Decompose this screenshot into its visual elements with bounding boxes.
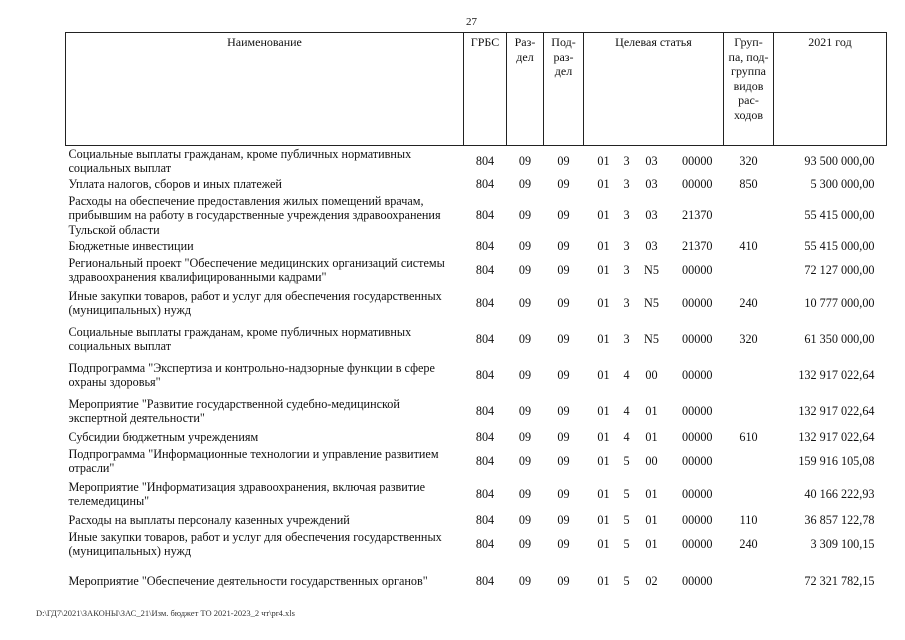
target-event: 03 <box>645 177 658 192</box>
row-grbs: 804 <box>475 574 495 589</box>
table-row <box>66 357 887 393</box>
header-podrazdel-line: дел <box>554 64 573 78</box>
target-event: 01 <box>645 513 658 528</box>
row-name: Мероприятие "Развитие государственной судебно-медицинской экспертной деятельности" <box>68 396 400 425</box>
target-direction: 00000 <box>682 453 713 468</box>
target-direction: 00000 <box>682 486 713 501</box>
row-podrazdel: 09 <box>557 331 570 346</box>
row-target-article <box>584 393 724 429</box>
row-amount: 55 415 000,00 <box>804 208 875 223</box>
row-razdel: 09 <box>518 430 532 445</box>
target-program: 01 <box>597 262 610 277</box>
row-podrazdel: 09 <box>557 513 570 528</box>
page-number: 27 <box>466 16 477 28</box>
header-grbs: ГРБС <box>464 33 507 146</box>
target-event: 01 <box>645 536 658 551</box>
row-amount: 3 309 100,15 <box>810 536 875 551</box>
row-expense-group <box>724 559 774 604</box>
row-amount: 55 415 000,00 <box>804 239 875 254</box>
row-razdel: 09 <box>518 239 532 254</box>
row-amount: 36 857 122,78 <box>804 513 875 528</box>
target-program: 01 <box>597 367 610 382</box>
table-row <box>66 193 887 238</box>
row-expense-group: 610 <box>739 430 758 445</box>
row-expense-group: 240 <box>739 295 758 310</box>
header-group-line: рас- <box>738 93 759 107</box>
row-target-article <box>584 285 724 321</box>
budget-table <box>65 32 887 604</box>
row-grbs: 804 <box>475 453 495 468</box>
row-podrazdel: 09 <box>557 430 570 445</box>
header-podrazdel-line: Под- <box>551 35 576 49</box>
target-event: 00 <box>645 367 658 382</box>
target-subprogram: 3 <box>623 262 630 277</box>
target-subprogram: 5 <box>623 486 630 501</box>
row-name: Уплата налогов, сборов и иных платежей <box>68 177 282 192</box>
header-podrazdel <box>544 33 584 146</box>
target-program: 01 <box>597 403 610 418</box>
target-program: 01 <box>597 208 610 223</box>
row-podrazdel: 09 <box>557 403 570 418</box>
row-expense-group: 320 <box>739 331 758 346</box>
row-amount: 61 350 000,00 <box>804 331 875 346</box>
row-grbs: 804 <box>475 536 495 551</box>
row-podrazdel: 09 <box>557 208 570 223</box>
target-direction: 00000 <box>682 262 713 277</box>
header-razdel-line: дел <box>516 49 534 64</box>
target-direction: 00000 <box>682 331 713 346</box>
target-program: 01 <box>597 331 610 346</box>
row-podrazdel: 09 <box>557 177 570 192</box>
target-program: 01 <box>597 536 610 551</box>
row-expense-group: 320 <box>739 153 758 168</box>
row-name: Региональный проект "Обеспечение медицинских организаций системы здравоохранения квалифицированными кадрами" <box>68 255 445 284</box>
row-expense-group <box>724 193 774 238</box>
target-event: 01 <box>645 430 658 445</box>
target-program: 01 <box>597 295 610 310</box>
target-event: 03 <box>645 239 658 254</box>
target-direction: 21370 <box>682 239 713 254</box>
row-podrazdel: 09 <box>557 453 570 468</box>
target-direction: 00000 <box>682 295 713 310</box>
row-amount: 10 777 000,00 <box>804 295 875 310</box>
row-name: Иные закупки товаров, работ и услуг для обеспечения государственных (муниципальных) нужд <box>68 288 442 317</box>
target-program: 01 <box>597 513 610 528</box>
row-target-article <box>584 238 724 255</box>
row-podrazdel: 09 <box>557 239 570 254</box>
row-expense-group <box>724 255 774 285</box>
row-name: Мероприятие "Информатизация здравоохранения, включая развитие телемедицины" <box>68 479 426 508</box>
table-row <box>66 176 887 193</box>
row-name: Расходы на обеспечение предоставления жилых помещений врачам, прибывшим на работу в государственные учреждения здравоохранения Тульской области <box>68 193 441 237</box>
row-expense-group: 240 <box>739 536 758 551</box>
target-event: N5 <box>644 331 659 346</box>
target-subprogram: 5 <box>623 513 630 528</box>
row-podrazdel: 09 <box>557 262 570 277</box>
row-amount: 40 166 222,93 <box>804 486 875 501</box>
target-event: 01 <box>645 486 658 501</box>
row-amount: 132 917 022,64 <box>798 367 875 382</box>
row-podrazdel: 09 <box>557 153 570 168</box>
row-razdel: 09 <box>518 331 532 346</box>
target-program: 01 <box>597 177 610 192</box>
target-event: 01 <box>645 403 658 418</box>
row-grbs: 804 <box>475 208 495 223</box>
row-grbs: 804 <box>475 486 495 501</box>
row-name: Подпрограмма "Экспертиза и контрольно-надзорные функции в сфере охраны здоровья" <box>68 360 435 389</box>
row-target-article <box>584 429 724 446</box>
table-row <box>66 238 887 255</box>
header-razdel-line: Раз- <box>514 35 536 49</box>
target-program: 01 <box>597 574 610 589</box>
target-event: 03 <box>645 208 658 223</box>
row-target-article <box>584 176 724 193</box>
row-razdel: 09 <box>518 536 532 551</box>
header-group-line: видов <box>733 78 764 93</box>
row-amount: 132 917 022,64 <box>798 403 875 418</box>
row-target-article <box>584 446 724 476</box>
row-expense-group: 410 <box>739 239 758 254</box>
row-razdel: 09 <box>518 486 532 501</box>
row-grbs: 804 <box>475 430 495 445</box>
target-direction: 00000 <box>682 153 713 168</box>
row-name: Расходы на выплаты персоналу казенных учреждений <box>68 513 350 528</box>
row-razdel: 09 <box>518 153 532 168</box>
target-event: N5 <box>644 262 659 277</box>
row-amount: 132 917 022,64 <box>798 430 875 445</box>
row-expense-group: 110 <box>739 513 758 528</box>
target-direction: 00000 <box>682 430 713 445</box>
row-podrazdel: 09 <box>557 295 570 310</box>
row-razdel: 09 <box>518 208 532 223</box>
table-row <box>66 446 887 476</box>
row-amount: 159 916 105,08 <box>798 453 875 468</box>
row-grbs: 804 <box>475 153 495 168</box>
row-podrazdel: 09 <box>557 367 570 382</box>
row-expense-group <box>724 393 774 429</box>
target-direction: 00000 <box>682 513 713 528</box>
table-row <box>66 285 887 321</box>
row-grbs: 804 <box>475 177 495 192</box>
row-grbs: 804 <box>475 403 495 418</box>
table-row <box>66 512 887 529</box>
header-group-line: группа <box>731 64 766 78</box>
row-amount: 72 127 000,00 <box>804 262 875 277</box>
row-razdel: 09 <box>518 513 532 528</box>
row-name: Бюджетные инвестиции <box>68 239 194 254</box>
target-program: 01 <box>597 453 610 468</box>
target-event: 03 <box>645 153 658 168</box>
row-grbs: 804 <box>475 331 495 346</box>
row-target-article <box>584 193 724 238</box>
row-grbs: 804 <box>475 513 495 528</box>
target-subprogram: 3 <box>623 153 630 168</box>
target-direction: 00000 <box>682 574 713 589</box>
row-podrazdel: 09 <box>557 536 570 551</box>
row-razdel: 09 <box>518 262 532 277</box>
row-name: Иные закупки товаров, работ и услуг для обеспечения государственных (муниципальных) нужд <box>68 529 442 558</box>
table-row <box>66 146 887 177</box>
row-expense-group: 850 <box>739 177 758 192</box>
target-program: 01 <box>597 430 610 445</box>
row-target-article <box>584 255 724 285</box>
row-grbs: 804 <box>475 239 495 254</box>
target-subprogram: 3 <box>623 177 630 192</box>
header-podrazdel-line: раз- <box>553 49 574 64</box>
target-subprogram: 5 <box>623 453 630 468</box>
row-podrazdel: 09 <box>557 574 570 589</box>
header-year: 2021 год <box>774 33 887 146</box>
target-program: 01 <box>597 153 610 168</box>
header-group-line: ходов <box>734 107 763 122</box>
header-name: Наименование <box>66 33 464 146</box>
target-direction: 00000 <box>682 367 713 382</box>
target-event: 02 <box>645 574 658 589</box>
row-amount: 93 500 000,00 <box>804 153 875 168</box>
row-grbs: 804 <box>475 295 495 310</box>
target-direction: 00000 <box>682 536 713 551</box>
header-razdel <box>507 33 544 146</box>
row-grbs: 804 <box>475 262 495 277</box>
row-razdel: 09 <box>518 453 532 468</box>
row-grbs: 804 <box>475 367 495 382</box>
row-podrazdel: 09 <box>557 486 570 501</box>
target-subprogram: 3 <box>623 208 630 223</box>
row-amount: 72 321 782,15 <box>804 574 875 589</box>
row-name: Субсидии бюджетным учреждениям <box>68 430 259 445</box>
target-subprogram: 3 <box>623 331 630 346</box>
table-body <box>66 146 887 605</box>
row-expense-group <box>724 446 774 476</box>
row-amount: 5 300 000,00 <box>810 177 875 192</box>
table-row <box>66 255 887 285</box>
header-expense-group <box>724 33 774 146</box>
table-row <box>66 393 887 429</box>
target-program: 01 <box>597 239 610 254</box>
row-razdel: 09 <box>518 403 532 418</box>
row-razdel: 09 <box>518 177 532 192</box>
target-subprogram: 3 <box>623 295 630 310</box>
row-target-article <box>584 321 724 357</box>
row-target-article <box>584 529 724 559</box>
row-target-article <box>584 146 724 177</box>
header-target-article: Целевая статья <box>584 33 724 146</box>
row-razdel: 09 <box>518 295 532 310</box>
row-name: Социальные выплаты гражданам, кроме публичных нормативных социальных выплат <box>68 324 412 353</box>
row-target-article <box>584 476 724 512</box>
target-event: 00 <box>645 453 658 468</box>
row-razdel: 09 <box>518 367 532 382</box>
target-subprogram: 4 <box>623 430 630 445</box>
row-name: Социальные выплаты гражданам, кроме публичных нормативных социальных выплат <box>68 146 412 175</box>
target-subprogram: 5 <box>623 574 630 589</box>
table-row <box>66 476 887 512</box>
target-direction: 21370 <box>682 208 713 223</box>
target-program: 01 <box>597 486 610 501</box>
table-header-row <box>66 33 887 146</box>
row-target-article <box>584 357 724 393</box>
table-row <box>66 429 887 446</box>
row-razdel: 09 <box>518 574 532 589</box>
target-event: N5 <box>644 295 659 310</box>
row-expense-group <box>724 357 774 393</box>
target-subprogram: 4 <box>623 367 630 382</box>
target-subprogram: 5 <box>623 536 630 551</box>
row-expense-group <box>724 476 774 512</box>
row-name: Подпрограмма "Информационные технологии и управление развитием отрасли" <box>68 446 439 475</box>
header-group-line: па, под- <box>728 49 769 64</box>
header-group-line: Груп- <box>734 35 763 49</box>
table-row <box>66 321 887 357</box>
target-subprogram: 3 <box>623 239 630 254</box>
footer-file-path: D:\ГД7\2021\ЗАКОНЫ\ЗАС_21\Изм. бюджет ТО 2021-2023_2 чт\pr4.xls <box>36 608 295 618</box>
table-row <box>66 529 887 559</box>
target-subprogram: 4 <box>623 403 630 418</box>
target-direction: 00000 <box>682 177 713 192</box>
table-row <box>66 559 887 604</box>
row-name: Мероприятие "Обеспечение деятельности государственных органов" <box>68 574 428 589</box>
target-direction: 00000 <box>682 403 713 418</box>
row-target-article <box>584 512 724 529</box>
row-target-article <box>584 559 724 604</box>
